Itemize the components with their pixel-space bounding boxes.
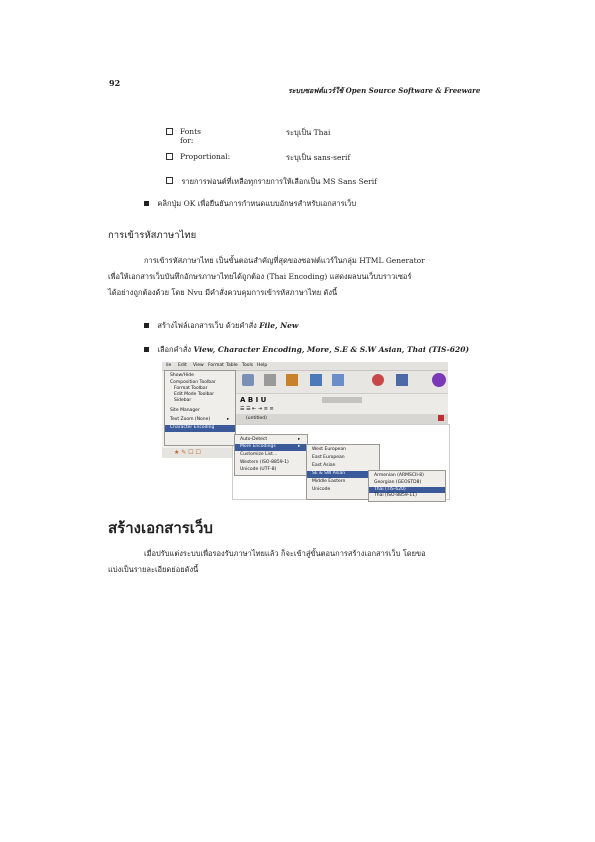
paragraph: ได้อย่างถูกต้องด้วย โดย Nvu มีคำสั่งควบคุมการเข้ารหัสภาษาไทย ดังนี้ <box>108 288 338 297</box>
asian-menu: Armenian (ARMSCII-8) Georgian (GEOSTD8) Thai (TIS-620) Thai (ISO-8859-11) <box>368 470 446 502</box>
menu-item-thai-tis620[interactable]: Thai (TIS-620) <box>369 487 445 493</box>
menu-item-character-encoding[interactable]: Character Encoding <box>165 425 235 432</box>
list-item: รายการฟอนต์ที่เหลือทุกรายการให้เลือกเป็น MS Sans Serif <box>166 176 377 188</box>
paragraph: เมื่อปรับแต่งระบบเพื่อรองรับภาษาไทยแล้ว ก็จะเข้าสู่ขั้นตอนการสร้างเอกสารเว็บ โดยขอ <box>144 549 426 558</box>
paragraph: แบ่งเป็นรายละเอียดย่อยดังนี้ <box>108 565 199 574</box>
checkbox-icon <box>166 128 173 135</box>
section-title: การเข้ารหัสภาษาไทย <box>108 230 197 241</box>
menu-item-more-encodings[interactable]: More Encodings <box>235 444 307 451</box>
close-icon <box>438 415 444 421</box>
view-menu: Show/Hide Composition Toolbar Format Toolbar Edit Mode Toolbar Sidebar Site Manager Text Zoom (None) Character Encoding ▸ <box>164 370 236 446</box>
image-icon <box>286 374 298 386</box>
table-icon <box>310 374 322 386</box>
anchor-icon <box>242 374 254 386</box>
nvu-screenshot <box>162 362 448 498</box>
checkbox-icon <box>166 177 173 184</box>
composition-toolbar <box>232 371 448 393</box>
list-item: เลือกคำสั่ง View, Character Encoding, More, S.E & S.W Asian, Thai (TIS-620) <box>144 344 469 356</box>
tab-untitled: (untitled) <box>246 416 267 421</box>
checkbox-icon <box>166 153 173 160</box>
print-icon <box>396 374 408 386</box>
link-icon <box>264 374 276 386</box>
paragraph: การเข้ารหัสภาษาไทย เป็นขั้นตอนสำคัญที่สุดของซอฟต์แวร์ในกลุ่ม HTML Generator <box>144 256 425 265</box>
bullet-icon <box>144 201 149 206</box>
list-item: สร้างไฟล์เอกสารเว็บ ด้วยคำสั่ง File, New <box>144 320 298 332</box>
format-toolbar: A B I U ☰ ☰ ⇤ ⇥ ≡ ≡ <box>232 393 448 414</box>
status-icons: ★ ✎ ☐ ☐ <box>162 448 232 458</box>
list-item: Fonts for: ระบุเป็น Thai <box>166 128 173 137</box>
page-number: 92 <box>109 78 121 88</box>
menubar: ile Edit View Format Table Tools Help <box>162 362 448 371</box>
list-item: Proportional: ระบุเป็น sans-serif <box>166 153 173 162</box>
paragraph: เพื่อให้เอกสารเว็บบันทึกอักษรภาษาไทยได้ถูกต้อง (Thai Encoding) แสดงผลบนเว็บบราวเซอร์ <box>108 272 412 281</box>
bullet-icon <box>144 347 149 352</box>
heading: สร้างเอกสารเว็บ <box>108 519 213 537</box>
bullet-icon <box>144 323 149 328</box>
list-item: คลิกปุ่ม OK เพื่อยืนยันการกำหนดแบบอักษรสำหรับเอกสารเว็บ <box>144 198 356 210</box>
tab-strip <box>232 414 448 424</box>
nvu-logo <box>432 373 446 387</box>
running-header: ระบบซอฟต์แวร์ใช้ Open Source Software & Freeware <box>288 86 481 95</box>
encoding-menu: Auto-Detect More Encodings Customize List... Western (ISO-8859-1) Unicode (UTF-8) ▸ ▸ <box>234 434 308 476</box>
more-menu: West European East European East Asian SE & SW Asian Middle Eastern Unicode <box>306 444 380 500</box>
spell-icon <box>372 374 384 386</box>
menu-item-se-sw-asian[interactable]: SE & SW Asian <box>307 471 379 478</box>
form-icon <box>332 374 344 386</box>
